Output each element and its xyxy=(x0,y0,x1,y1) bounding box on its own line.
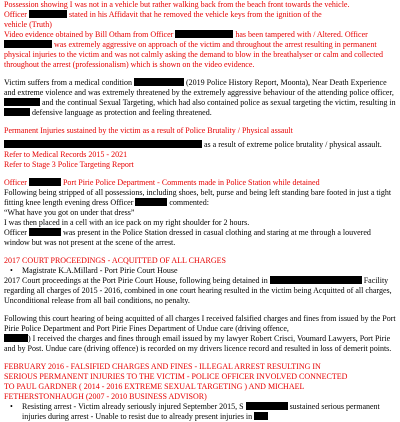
para-medical-condition xyxy=(4,78,396,118)
text-line: police as sexual targeting the victim, resulting in xyxy=(240,98,396,107)
text-line: (2019 Police History Report, Moonta), Near Death xyxy=(186,78,349,87)
text-line: louvered window but was not present at the scene of the arrest. xyxy=(4,228,371,247)
redaction-block xyxy=(29,10,67,18)
text-line: Victim suffers from a medical condition xyxy=(4,78,133,87)
text-line: stated in his Affidavit that he removed the vehicle keys from the ignition of the xyxy=(68,10,322,19)
text-line: as a result of extreme police brutality / physical assault. xyxy=(204,140,382,149)
bullet-magistrate: • Magistrate K.A.Millard - Port Pirie Court House xyxy=(4,266,396,276)
text-line: and the continual Sexual Targeting, which had also contained xyxy=(42,98,239,107)
text-line: resulted in loss of demerit points. xyxy=(284,344,392,353)
text-line: has been tampered with / Altered. Officer xyxy=(235,30,368,39)
text-line: Officer xyxy=(4,228,27,237)
redaction-block xyxy=(4,108,30,116)
redaction-block xyxy=(4,140,202,148)
redaction-block xyxy=(4,98,40,106)
redaction-block xyxy=(4,40,52,48)
redaction-block xyxy=(270,276,362,284)
heading-permanent-injuries: Permanent Injuries sustained by the victim as a result of Police Brutality / Physical assault xyxy=(4,126,293,135)
text-line: footed in just a tight fitting knee length evening dress Officer xyxy=(4,188,392,207)
heading-court-2017: 2017 COURT PROCEEDINGS - ACQUITTED OF ALL CHARGES xyxy=(4,256,226,265)
text-line: permanent physical injuries to the victim and was not calmly asking the demand to blow in the breathalyser xyxy=(4,40,377,59)
text-line: commented: xyxy=(169,198,209,207)
redaction-block xyxy=(29,228,61,236)
text-line: Resisting arrest - Victim already seriously injured September 2015, S xyxy=(22,402,244,411)
text-line: Port Pirie Police Department - Comments made in Police Station while detained xyxy=(62,178,320,187)
text-line: Lawyers, Port Pirie and by Post. Undue care (driving offence) is recorded on my drivers licence record and xyxy=(4,334,391,353)
redaction-block xyxy=(134,78,184,86)
para-possession xyxy=(4,0,396,70)
text-line: SERIOUS PERMANENT INJURIES TO THE VICTIM - POLICE OFFICER INVOLVED CONNECTED xyxy=(4,372,348,381)
text-line: Officer xyxy=(4,178,27,187)
text-line: Possession showing I was not in a vehicle but rather walking back from the beach front towards the vehicle. xyxy=(4,0,350,9)
text-line: permanent injuries during arrest - Unable to resist due to already present injuries in xyxy=(22,402,380,421)
text-line: Experience and extreme violence and was extremely threatened by the extremely aggressive behaviour of xyxy=(4,78,387,97)
text-line: Officer xyxy=(4,10,27,19)
redaction-block xyxy=(175,30,233,38)
text-line: issued by the Port Pirie Police Department and Port Pirie Fines Department of Undue care (driving offence, xyxy=(4,314,396,333)
text-line: was extremely aggressive on approach of the victim and throughout the arrest resulting in xyxy=(54,40,341,49)
text-line: Following this court hearing of being acquitted of all charges I received falsified charges and fines from xyxy=(4,314,337,323)
para-station xyxy=(4,188,396,248)
text-line: I was then placed in a cell with an ice pack on my right shoulder for 2 hours. xyxy=(4,218,250,227)
text-line: Acquitted of all charges, Unconditional release from all bail conditions, no penalty. xyxy=(4,286,392,305)
bullet-resisting-arrest xyxy=(4,402,396,422)
heading-station-comments xyxy=(4,178,396,188)
text-line: Following being stripped of all possessions, including shoes, belt, purse and being left standing bare xyxy=(4,188,325,197)
text-line: TO PAUL GARDNER ( 2014 - 2016 EXTREME SEXUAL TARGETING ) AND MICHAEL xyxy=(4,382,305,391)
text-line: threatened. xyxy=(176,108,212,117)
redaction-block xyxy=(29,178,61,186)
ref-targeting-report: Refer to Stage 3 Police Targeting Report xyxy=(4,160,134,169)
text-line: FETHERSTONHAUGH (2007 - 2010 BUSINESS ADVISOR) xyxy=(4,392,207,401)
text-line: ) I received the charges and fines through email issued by my lawyer Robert Crisci, Voumard xyxy=(28,334,327,343)
redaction-block xyxy=(4,334,28,342)
text-line: was present in the Police Station dressed in casual clothing and staring at me through a xyxy=(62,228,341,237)
para-injuries xyxy=(4,140,396,150)
redaction-block xyxy=(135,198,167,206)
text-line: Facility regarding all charges of 2015 - 2016, combined in one court hearing resulted in the victim being xyxy=(4,276,389,295)
redaction-block xyxy=(246,402,288,410)
text-line: “What have you got on under that dress” xyxy=(4,208,135,217)
heading-feb-2016 xyxy=(4,362,396,402)
text-line: vehicle (Truth) xyxy=(4,20,52,29)
ref-medical-records: Refer to Medical Records 2015 - 2021 xyxy=(4,150,128,159)
text-line: defensive language as protection and feeling xyxy=(32,108,175,117)
text-line: Video evidence obtained by Bill Otham from Officer xyxy=(4,30,174,39)
redaction-block xyxy=(254,412,268,420)
text-line: FEBRUARY 2016 - FALSIFIED CHARGES AND FINES - ILLEGAL ARREST RESULTING IN xyxy=(4,362,321,371)
text-line: the attending police officer, xyxy=(305,88,394,97)
para-court xyxy=(4,276,396,306)
text-line: 2017 Court proceedings at the Port Pirie Court House, following being detained in xyxy=(4,276,268,285)
para-falsified xyxy=(4,314,396,354)
text-line: sustained serious xyxy=(289,402,344,411)
text-line: or calm and collected throughout the arrest (professionalism) which is shown on the video evidence. xyxy=(4,50,384,69)
